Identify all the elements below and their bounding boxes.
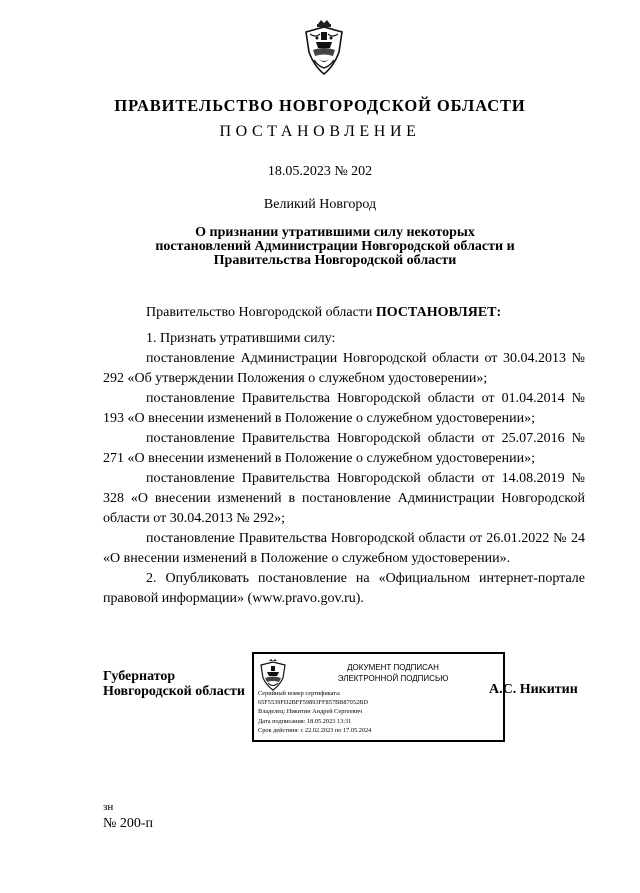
stamp-signed-date: Дата подписания: 18.05.2023 13:31 — [258, 717, 352, 725]
document-date-number: 18.05.2023 № 202 — [267, 164, 373, 179]
organization-title: ПРАВИТЕЛЬСТВО НОВГОРОДСКОЙ ОБЛАСТИ — [114, 96, 526, 115]
stamp-owner: Владелец: Никитин Андрей Сергеевич — [258, 708, 363, 716]
stamp-details — [258, 689, 371, 735]
intro-decree: ПОСТАНОВЛЯЕТ: — [375, 305, 502, 320]
stamp-emblem-icon — [259, 659, 287, 691]
repealed-item: постановление Правительства Новгородской области от 26.01.2022 № 24 «О внесении изменений в Положение о служебном удостоверении». — [103, 531, 585, 566]
stamp-title-line: ЭЛЕКТРОННОЙ ПОДПИСЬЮ — [337, 674, 449, 683]
stamp-cert-number: 65F5539FD2BFF59893FF857BB87052BD — [258, 699, 368, 707]
repealed-item: постановление Администрации Новгородской области от 30.04.2013 № 292 «Об утверждении Положения о служебном удостоверении»; — [103, 351, 585, 386]
repealed-item: постановление Правительства Новгородской области от 01.04.2014 № 193 «О внесении изменений в Положение о служебном удостоверении»; — [103, 391, 585, 426]
document-type: ПОСТАНОВЛЕНИЕ — [219, 123, 421, 140]
document-subject: О признании утратившими силу некоторых постановлений Администрации Новгородской области и Правительства Новгородской области — [155, 225, 515, 268]
repealed-item: постановление Правительства Новгородской области от 14.08.2019 № 328 «О внесении изменений в постановление Администрации Новгородской области от 30.04.2013 № 292»; — [103, 471, 585, 526]
signer-name: А.С. Никитин — [489, 682, 578, 697]
repealed-item: постановление Правительства Новгородской области от 25.07.2016 № 271 «О внесении изменений в Положение о служебном удостоверении»; — [103, 431, 585, 466]
intro-paragraph — [103, 303, 585, 323]
signer-position-line: Губернатор — [103, 669, 176, 684]
document-code-number: № 200-п — [103, 816, 154, 831]
intro-text: Правительство Новгородской области — [146, 305, 376, 320]
item-2-paragraph: 2. Опубликовать постановление на «Официальном интернет-портале правовой информации» (www.pravo.gov.ru). — [103, 571, 585, 606]
document-code: зн — [103, 801, 114, 813]
stamp-title-line: ДОКУМЕНТ ПОДПИСАН — [347, 663, 439, 672]
coat-of-arms-emblem — [304, 20, 344, 76]
document-city: Великий Новгород — [263, 197, 377, 212]
electronic-signature-stamp — [252, 652, 505, 742]
stamp-title — [290, 662, 496, 684]
item-1-heading: 1. Признать утратившими силу: — [146, 331, 336, 346]
document-body — [103, 303, 585, 609]
signer-position-line: Новгородской области — [103, 684, 245, 699]
stamp-validity: Срок действия: с 22.02.2023 по 17.05.2024 — [258, 726, 372, 734]
signer-position — [103, 669, 245, 699]
stamp-cert-label: Серийный номер сертификата: — [258, 690, 341, 697]
